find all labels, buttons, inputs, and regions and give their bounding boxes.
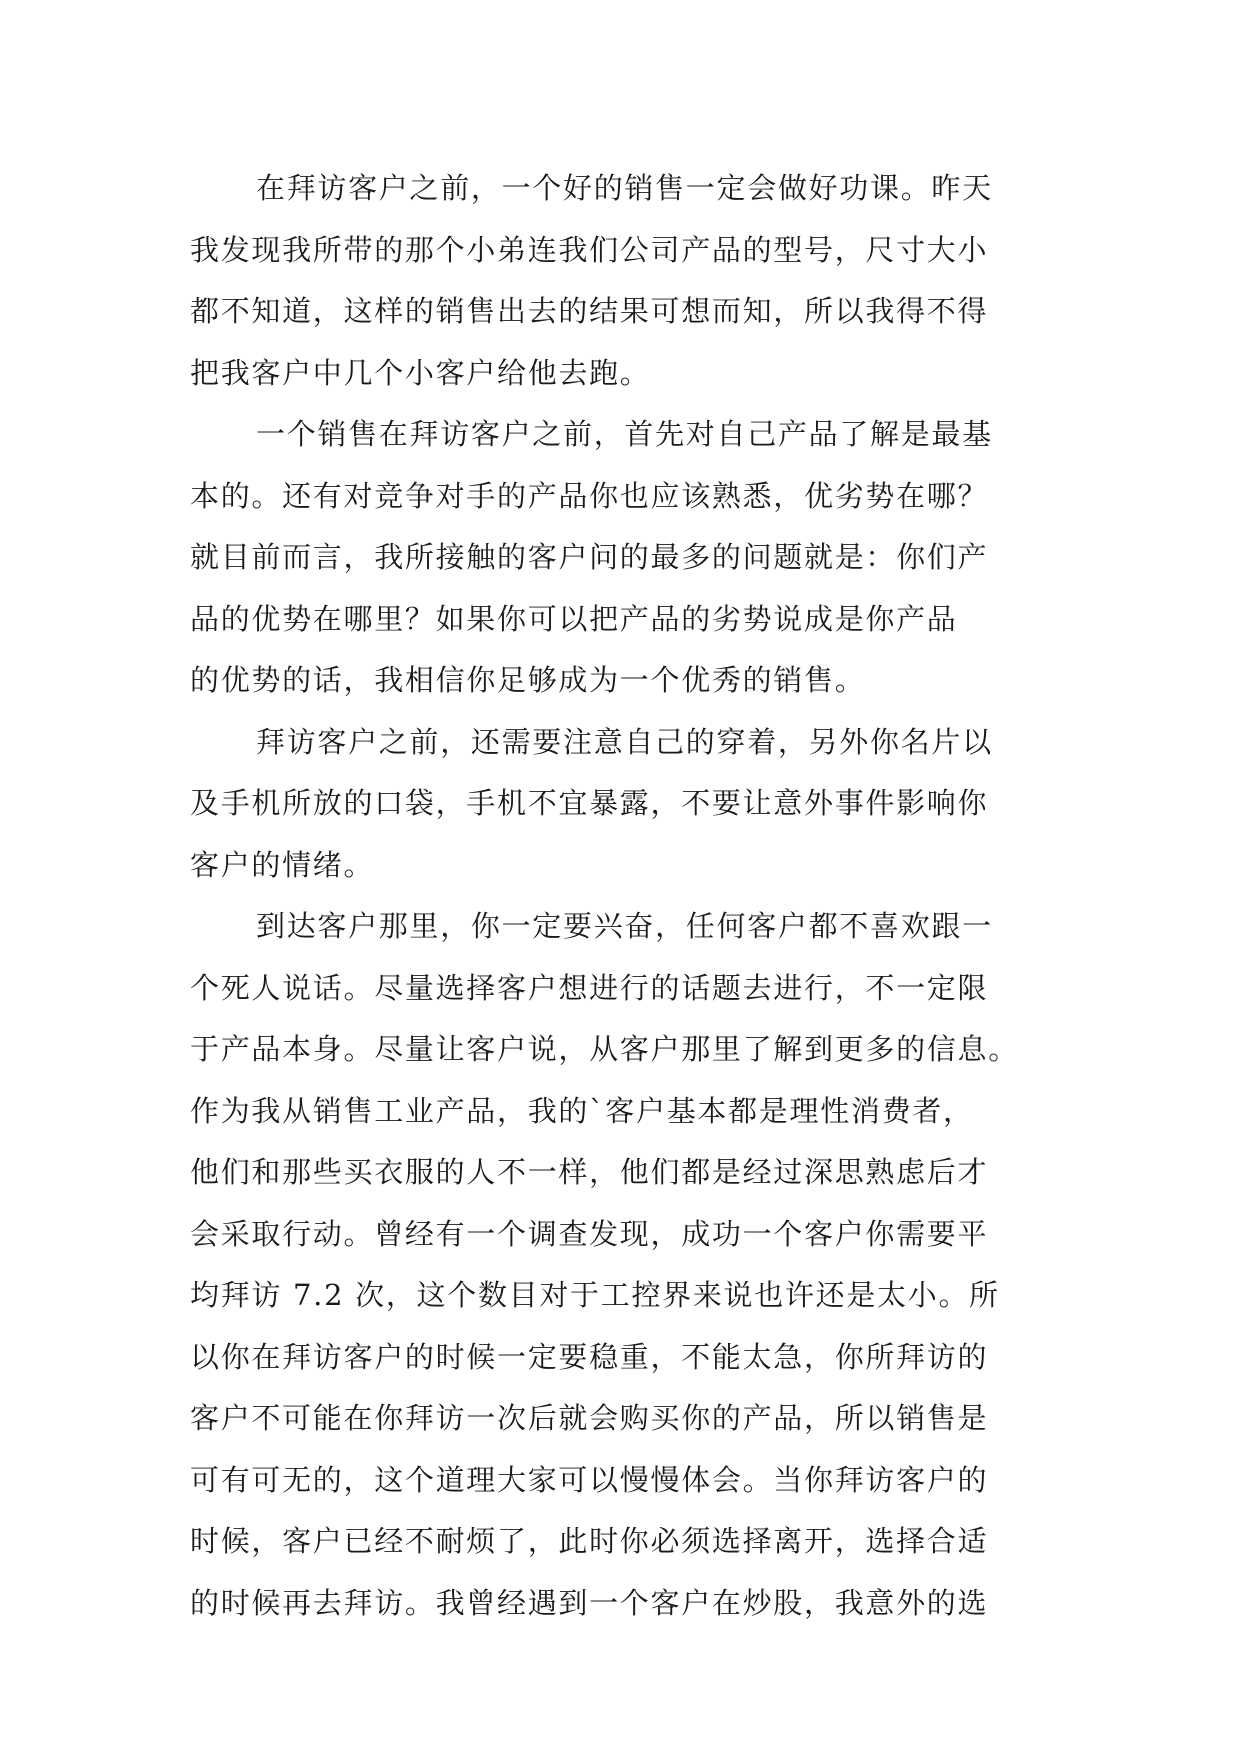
text-line: 客户不可能在你拜访一次后就会购买你的产品，所以销售是 xyxy=(190,1401,989,1435)
text-line: 把我客户中几个小客户给他去跑。 xyxy=(190,355,651,390)
text-line: 我发现我所带的那个小弟连我们公司产品的型号，尺寸大小 xyxy=(190,232,989,267)
text-line: 品的优势在哪里？如果你可以把产品的劣势说成是你产品 xyxy=(190,601,958,636)
text-line: 就目前而言，我所接触的客户问的最多的问题就是：你们产 xyxy=(190,540,989,574)
paragraph-3 xyxy=(190,712,1050,897)
text-line: 作为我从销售工业产品，我的`客户基本都是理性消费者， xyxy=(190,1093,974,1128)
paragraph-1 xyxy=(190,158,1050,404)
text-line: 本的。还有对竞争对手的产品你也应该熟悉，优劣势在哪？ xyxy=(190,478,989,513)
text-line: 以你在拜访客户的时候一定要稳重，不能太急，你所拜访的 xyxy=(190,1339,989,1374)
text-line: 拜访客户之前，还需要注意自己的穿着，另外你名片以 xyxy=(256,724,993,759)
text-line: 会采取行动。曾经有一个调查发现，成功一个客户你需要平 xyxy=(190,1216,989,1251)
text-line: 于产品本身。尽量让客户说，从客户那里了解到更多的信息。 xyxy=(190,1032,1019,1066)
text-line: 在拜访客户之前，一个好的销售一定会做好功课。昨天 xyxy=(256,171,993,205)
text-line: 的优势的话，我相信你足够成为一个优秀的销售。 xyxy=(190,663,866,697)
document-body xyxy=(190,158,1050,1634)
text-line: 均拜访 7.2 次，这个数目对于工控界来说也许还是太小。所 xyxy=(190,1278,1000,1312)
text-line: 都不知道，这样的销售出去的结果可想而知，所以我得不得 xyxy=(190,294,989,328)
text-line: 客户的情绪。 xyxy=(190,847,375,882)
paragraph-2 xyxy=(190,404,1050,712)
text-line: 的时候再去拜访。我曾经遇到一个客户在炒股，我意外的选 xyxy=(190,1585,989,1620)
text-line: 一个销售在拜访客户之前，首先对自己产品了解是最基 xyxy=(256,417,993,451)
text-line: 他们和那些买衣服的人不一样，他们都是经过深思熟虑后才 xyxy=(190,1155,989,1189)
text-line: 可有可无的，这个道理大家可以慢慢体会。当你拜访客户的 xyxy=(190,1462,989,1497)
text-line: 时候，客户已经不耐烦了，此时你必须选择离开，选择合适 xyxy=(190,1524,989,1558)
text-line: 及手机所放的口袋，手机不宜暴露，不要让意外事件影响你 xyxy=(190,786,989,820)
text-line: 到达客户那里，你一定要兴奋，任何客户都不喜欢跟一 xyxy=(256,909,993,943)
text-line: 个死人说话。尽量选择客户想进行的话题去进行，不一定限 xyxy=(190,970,989,1005)
paragraph-4 xyxy=(190,896,1050,1634)
